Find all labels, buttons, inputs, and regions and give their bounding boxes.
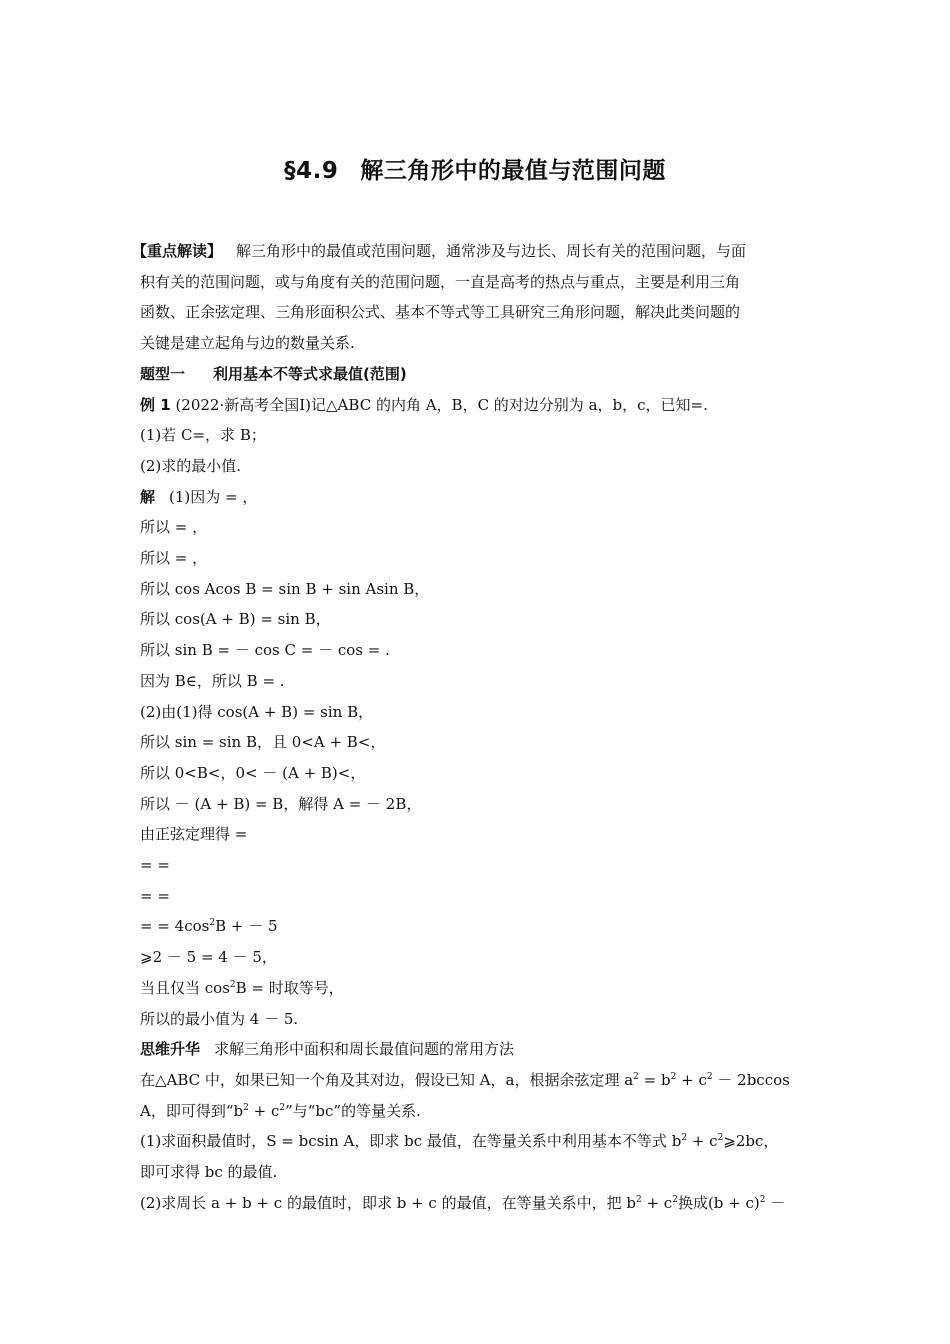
section-number: §4.9 [284, 158, 339, 184]
intro-label: 【重点解读】 [132, 242, 223, 260]
example-text: (2022·新高考全国Ⅰ)记△ABC 的内角 A，B，C 的对边分别为 a，b，c，已知=. [175, 395, 708, 414]
summary-text: 求解三角形中面积和周长最值问题的常用方法 [214, 1040, 515, 1059]
solution-step: 所以 sin B = － cos C = － cos = . [140, 641, 390, 660]
document-body [132, 236, 812, 1219]
solution-min: 所以的最小值为 4 － 5. [140, 1009, 299, 1028]
summary-p1-line1: 在△ABC 中，如果已知一个角及其对边，假设已知 A，a，根据余弦定理 $a^2 = b^2 + c^2 - 2bccos$ [140, 1070, 790, 1089]
solution-step: 所以 － (A + B) = B，解得 A = － 2B， [140, 794, 422, 813]
solution-step: 所以 = ， [140, 518, 208, 537]
intro-line-1: 【重点解读】 解三角形中的最值或范围问题，通常涉及与边长、周长有关的范围问题，与面 [132, 242, 747, 260]
solution-step: 由正弦定理得 = [140, 825, 248, 844]
summary-label: 思维升华 [140, 1040, 201, 1059]
solution-label: 解 [140, 487, 156, 506]
question-2: (2)求的最小值. [140, 456, 242, 475]
example-label: 例 1 [140, 395, 171, 414]
solution-step: 所以 sin = sin B，且 0<A + B<， [140, 733, 386, 752]
solution-step: = = [140, 856, 170, 875]
intro-line-3: 函数、正余弦定理、三角形面积公式、基本不等式等工具研究三角形问题，解决此类问题的 [140, 303, 741, 322]
type-heading [140, 359, 812, 390]
solution-step: (2)由(1)得 cos(A + B) = sin B， [140, 702, 374, 721]
solution-step: = = [140, 886, 170, 905]
solution-step-inequality: ⩾2 － 5 = 4 － 5， [140, 948, 277, 967]
type-text: 利用基本不等式求最值(范围) [213, 364, 407, 383]
page-title [0, 152, 950, 185]
intro-line-2: 积有关的范围问题，或与角度有关的范围问题，一直是高考的热点与重点，主要是利用三角 [140, 272, 741, 291]
type-label: 题型一 [140, 364, 186, 383]
solution-first: 解 (1)因为 = ， [140, 487, 258, 506]
example-line [140, 390, 812, 421]
solution-step: 所以 = ， [140, 549, 208, 568]
title-text: 解三角形中的最值与范围问题 [360, 158, 666, 184]
summary-heading [140, 1034, 812, 1065]
solution-step-cos: = = $4\cos^2B$ + － 5 [140, 917, 278, 936]
question-1: (1)若 C=，求 B； [140, 426, 266, 445]
solution-step: 因为 B∈，所以 B = . [140, 671, 285, 690]
summary-p1-line2: A，即可得到“$b^2 + c^2$”与“bc”的等量关系. [140, 1101, 421, 1120]
intro-line-4: 关键是建立起角与边的数量关系. [140, 334, 355, 353]
solution-step: 所以 cos Acos B = sin B + sin Asin B， [140, 579, 430, 598]
solution-step: 所以 0<B<，0< － (A + B)<， [140, 763, 366, 782]
solution-step-equality: 当且仅当 $\cos^2B$ = 时取等号， [140, 978, 344, 997]
summary-p2-line1: (1)求面积最值时，S = bcsin A，即求 bc 最值，在等量关系中利用基本不等式 $b^2$ + $c^2⩾2bc$， [140, 1132, 779, 1151]
solution-step: 所以 cos(A + B) = sin B， [140, 610, 331, 629]
summary-p2-line2: 即可求得 bc 的最值. [140, 1163, 278, 1182]
summary-p3-line1: (2)求周长 a + b + c 的最值时，即求 b + c 的最值，在等量关系中，把 $b^2 + c^2$换成$(b + c)^2$ － [140, 1193, 786, 1212]
